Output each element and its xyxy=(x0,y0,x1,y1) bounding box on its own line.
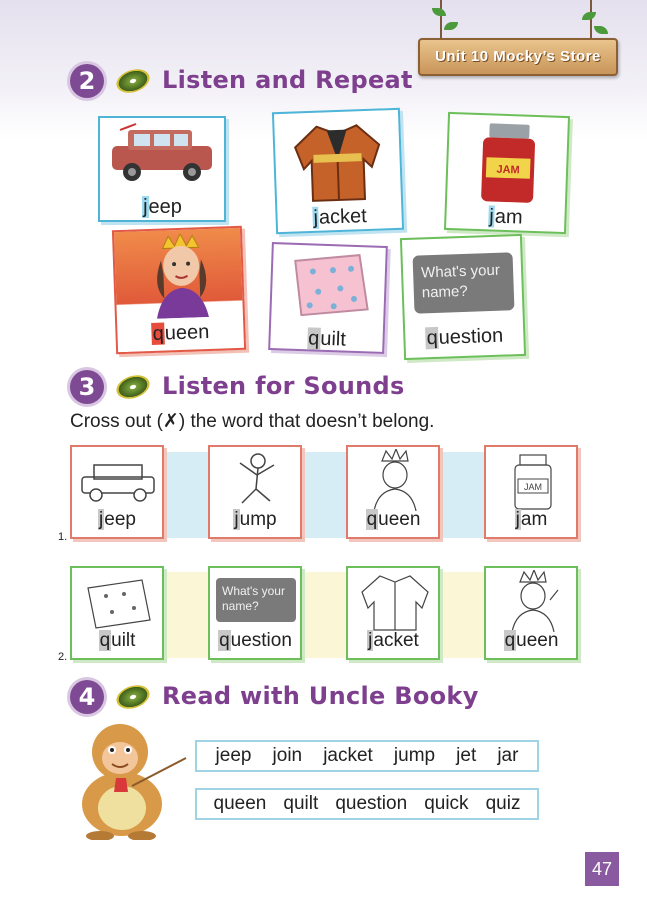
box-word: queen xyxy=(504,630,559,651)
card-word: jam xyxy=(488,205,523,229)
word: question xyxy=(335,793,408,814)
jump-picture xyxy=(232,451,282,511)
word-row-q xyxy=(195,788,539,820)
section-title-read-booky: Read with Uncle Booky xyxy=(162,682,479,710)
card-queen xyxy=(112,226,246,354)
jacket-picture xyxy=(286,118,389,203)
unit-title-sign: Unit 10 Mocky’s Store xyxy=(418,38,618,76)
queen-picture xyxy=(140,233,223,320)
leaf-icon xyxy=(444,22,458,30)
monkey-picture xyxy=(70,716,190,840)
speech-sign-picture: What's your name? xyxy=(216,578,296,622)
word-row-j xyxy=(195,740,539,772)
leaf-icon xyxy=(582,12,596,20)
jeep-picture xyxy=(78,463,158,503)
word: jacket xyxy=(323,745,373,766)
jam-jar-picture xyxy=(512,453,554,511)
cd-icon xyxy=(113,371,152,402)
svg-text:JAM: JAM xyxy=(496,163,520,177)
sign-rope-right xyxy=(590,0,592,40)
quilt-picture xyxy=(287,251,373,320)
exercise-box[interactable] xyxy=(208,566,302,660)
card-word: queen xyxy=(152,320,210,345)
word: quiz xyxy=(485,793,521,814)
section-number-4: 4 xyxy=(70,680,104,714)
section-title-listen-sounds: Listen for Sounds xyxy=(162,372,405,400)
card-jeep xyxy=(98,116,226,222)
word: queen xyxy=(213,793,267,814)
card-quilt xyxy=(268,242,388,354)
card-jacket xyxy=(272,108,404,234)
word: jar xyxy=(497,745,519,766)
word: join xyxy=(272,745,303,766)
exercise-box[interactable] xyxy=(208,445,302,539)
row-number: 2. xyxy=(58,651,68,663)
card-word: jacket xyxy=(313,205,368,229)
leaf-icon xyxy=(432,8,446,16)
word: jump xyxy=(393,745,436,766)
word: quilt xyxy=(283,793,319,814)
box-word: jump xyxy=(234,509,277,530)
box-word: jam xyxy=(515,509,548,530)
card-word: question xyxy=(426,324,504,350)
box-word: queen xyxy=(366,509,421,530)
box-word: jeep xyxy=(99,509,136,530)
word: jeep xyxy=(215,745,252,766)
section-number-3: 3 xyxy=(70,370,104,404)
word: quick xyxy=(424,793,469,814)
jam-jar-picture xyxy=(477,121,540,205)
quilt-picture xyxy=(82,576,156,630)
svg-text:JAM: JAM xyxy=(524,482,542,492)
exercise-box[interactable] xyxy=(346,566,440,660)
queen-picture xyxy=(368,449,422,511)
queen-picture xyxy=(506,570,560,632)
cd-icon xyxy=(113,65,152,96)
exercise-box[interactable] xyxy=(70,566,164,660)
box-word: question xyxy=(219,630,292,651)
box-word: jacket xyxy=(368,630,419,651)
section-number-2: 2 xyxy=(70,64,104,98)
card-word: jeep xyxy=(143,196,182,218)
card-question xyxy=(400,234,526,360)
card-word: quilt xyxy=(307,327,347,351)
card-jam xyxy=(444,112,570,234)
leaf-icon xyxy=(594,26,608,34)
exercise-box[interactable] xyxy=(346,445,440,539)
exercise-box[interactable] xyxy=(70,445,164,539)
cd-icon xyxy=(113,681,152,712)
page-number: 47 xyxy=(585,852,619,886)
exercise-box[interactable] xyxy=(484,445,578,539)
word: jet xyxy=(456,745,477,766)
jacket-picture xyxy=(358,572,432,632)
speech-sign-picture: What's your name? xyxy=(413,252,515,313)
exercise-box[interactable] xyxy=(484,566,578,660)
instruction-text: Cross out (✗) the word that doesn’t belong. xyxy=(70,411,435,432)
section-title-listen-repeat: Listen and Repeat xyxy=(162,66,413,94)
jeep-picture xyxy=(110,122,216,184)
box-word: quilt xyxy=(99,630,136,651)
row-number: 1. xyxy=(58,531,68,543)
sign-rope-left xyxy=(440,0,442,40)
